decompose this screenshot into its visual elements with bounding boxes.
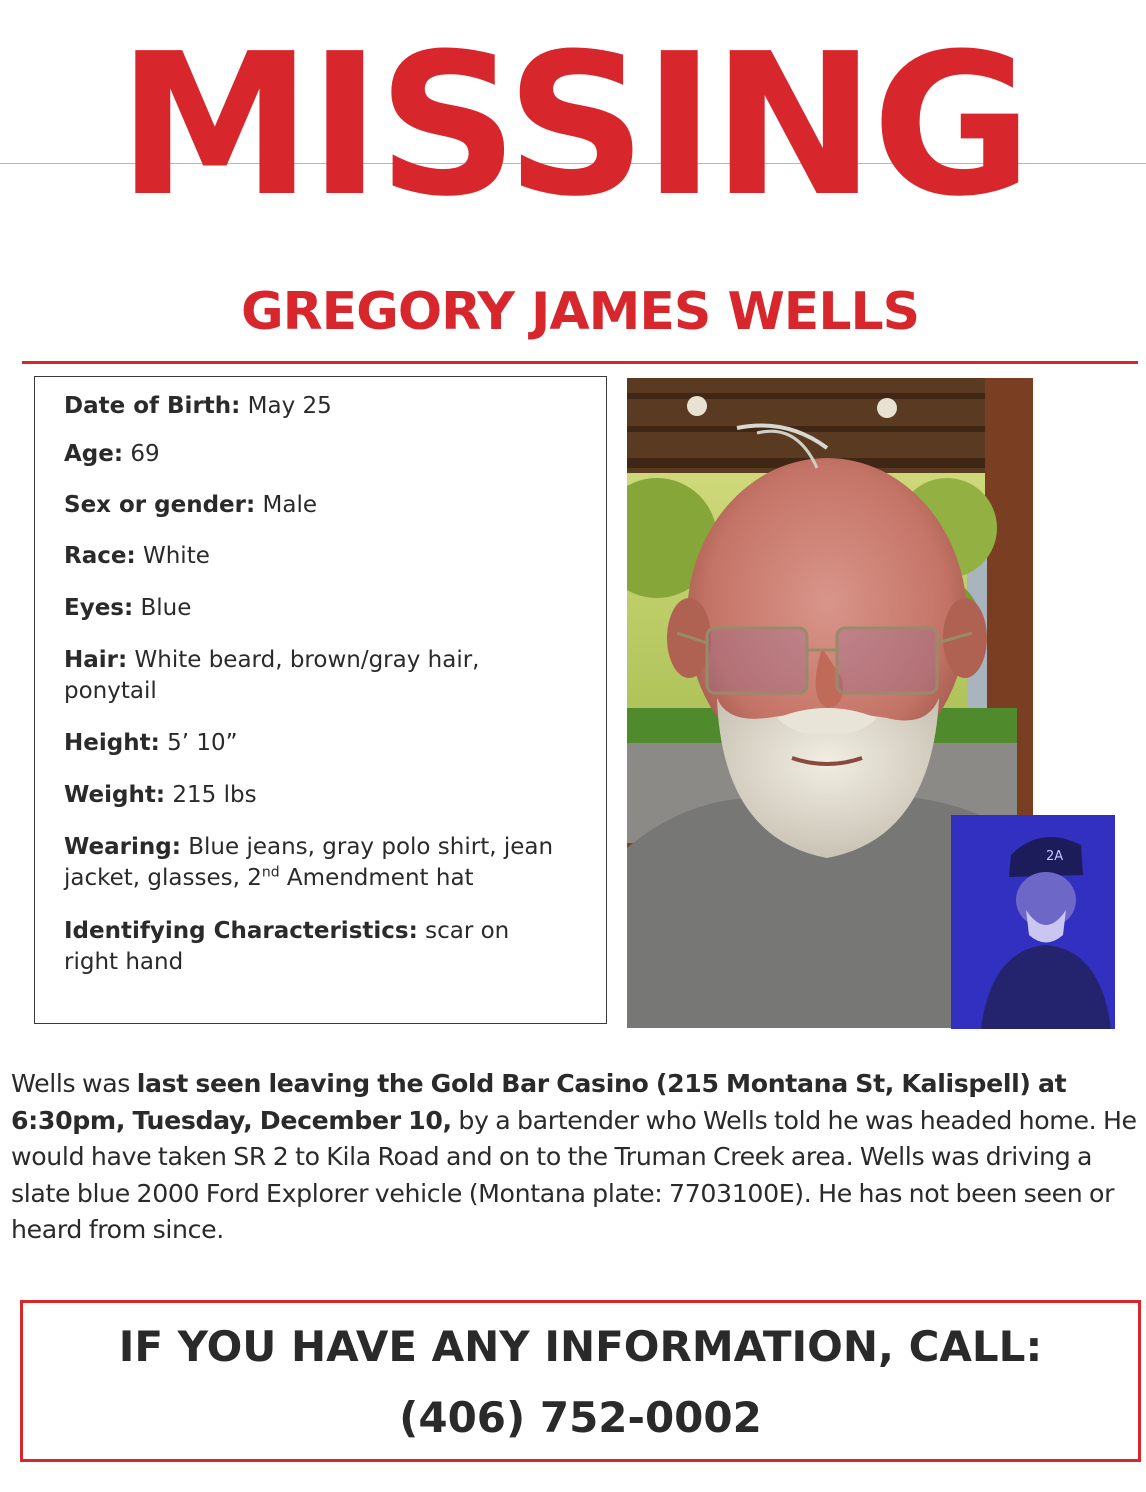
field-age [64, 439, 594, 470]
missing-person-name: GREGORY JAMES WELLS [240, 282, 920, 342]
field-eyes [64, 593, 594, 624]
dob-value: May 25 [247, 393, 332, 419]
wearing-label: Wearing: [64, 834, 181, 860]
height-label: Height: [64, 730, 160, 756]
wearing-value-end: Amendment hat [279, 865, 474, 891]
poster-title: MISSING [117, 12, 1029, 240]
story-intro: Wells was [11, 1069, 137, 1098]
story-details: by a bartender who Wells told he was headed home. He would have taken SR 2 to Kila Road and on to the Truman Creek area. Wells was driving a slate blue 2000 Ford Explorer vehicle (Montana plate: 7703100E). He has not been seen or heard from since. [11, 1105, 1137, 1244]
field-identifying [64, 916, 564, 978]
wearing-value: Blue jeans, gray polo shirt, jean jacket, glasses, 2 [64, 834, 554, 891]
field-wearing [64, 832, 594, 894]
eyes-value: Blue [140, 595, 192, 621]
story-last-seen-emphasis: last seen leaving the Gold Bar Casino (215 Montana St, Kalispell) at 6:30pm, Tuesday, December 10, [11, 1069, 1067, 1135]
race-label: Race: [64, 543, 136, 569]
identifying-value: scar on right hand [64, 918, 510, 975]
call-instruction: IF YOU HAVE ANY INFORMATION, CALL: [118, 1322, 1043, 1371]
hair-value: White beard, brown/gray hair, ponytail [64, 647, 480, 704]
race-value: White [142, 543, 210, 569]
hat-2a-text: 2A [1046, 849, 1064, 864]
field-race [64, 541, 594, 572]
wearing-ordinal: nd [261, 864, 280, 881]
weight-label: Weight: [64, 782, 166, 808]
sex-label: Sex or gender: [64, 492, 256, 518]
height-value: 5’ 10” [167, 730, 238, 756]
sex-value: Male [262, 492, 317, 518]
surveillance-photo-inset [951, 815, 1115, 1029]
last-seen-paragraph [11, 1066, 1146, 1249]
contact-phone-number[interactable]: (406) 752-0002 [399, 1393, 762, 1442]
field-hair [64, 645, 524, 707]
surveillance-illustration [951, 815, 1115, 1029]
field-weight [64, 780, 594, 811]
hair-label: Hair: [64, 647, 128, 673]
name-divider [22, 361, 1138, 364]
dob-label: Date of Birth: [64, 393, 241, 419]
field-height [64, 728, 594, 759]
weight-value: 215 lbs [172, 782, 257, 808]
field-date-of-birth [64, 391, 594, 422]
eyes-label: Eyes: [64, 595, 134, 621]
age-label: Age: [64, 441, 124, 467]
field-sex [64, 490, 594, 521]
age-value: 69 [130, 441, 160, 467]
call-to-action-box [20, 1300, 1141, 1462]
identifying-label: Identifying Characteristics: [64, 918, 418, 944]
details-box [34, 376, 607, 1024]
